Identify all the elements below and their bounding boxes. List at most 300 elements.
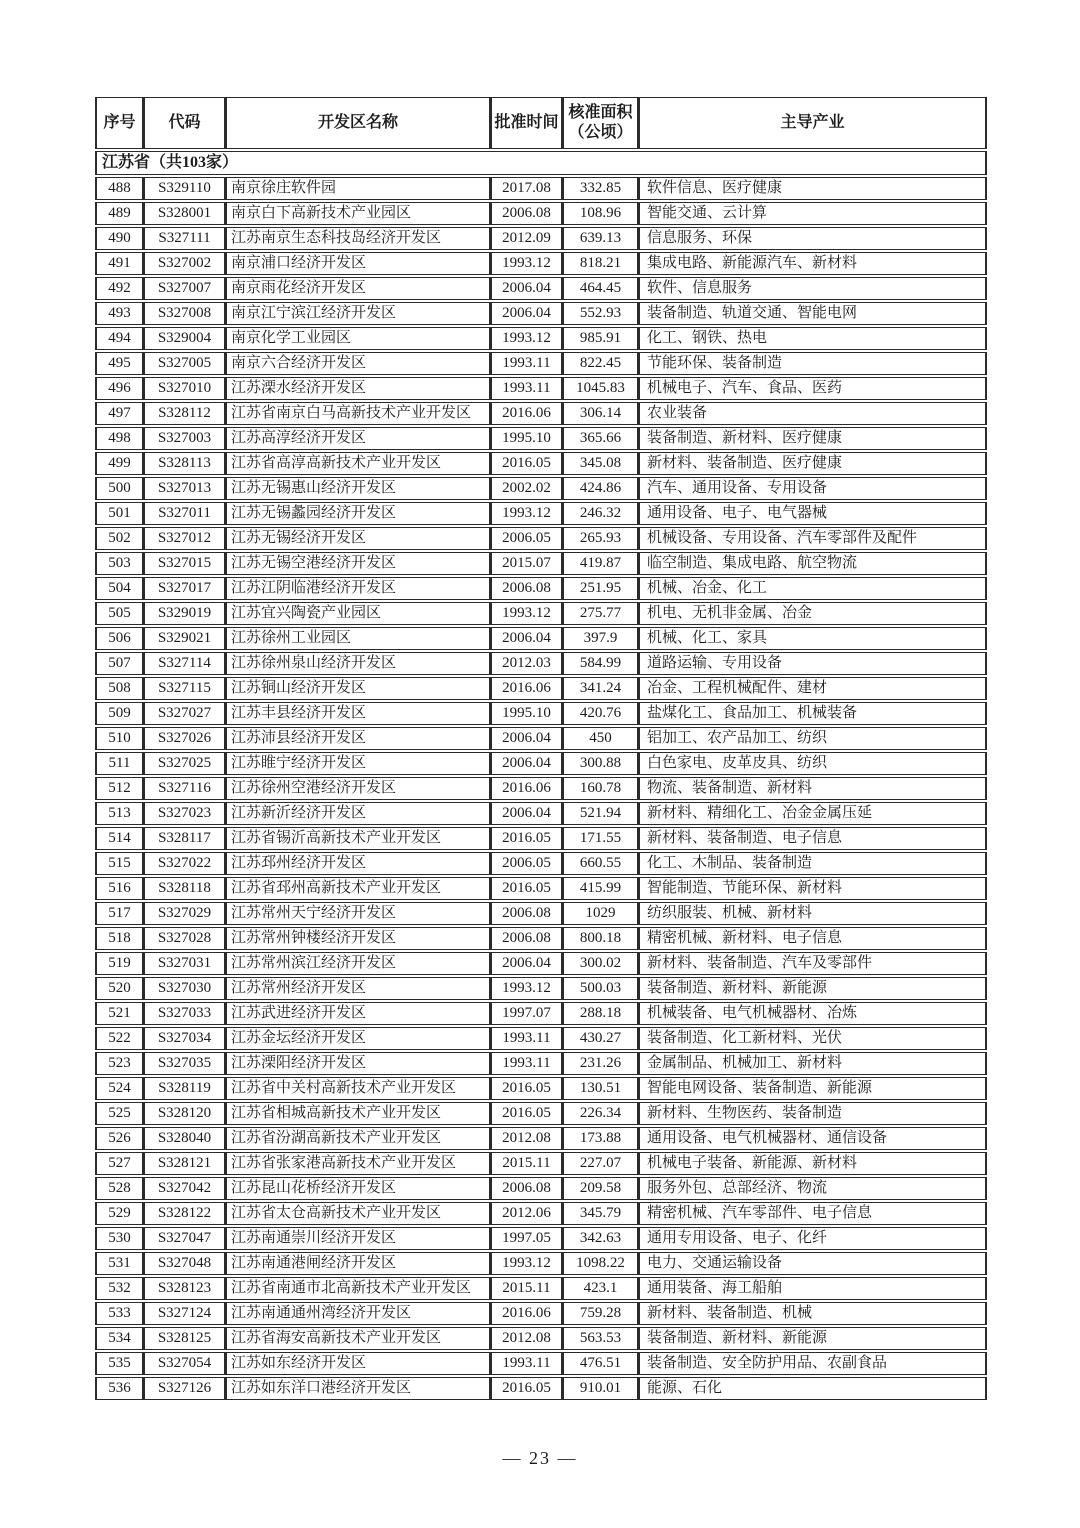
cell-date: 2006.04 [490, 952, 562, 975]
cell-code: S327005 [143, 352, 225, 375]
table-row [95, 902, 987, 925]
cell-area: 415.99 [562, 877, 638, 900]
cell-name: 江苏江阴临港经济开发区 [225, 577, 490, 600]
table-row [95, 377, 987, 400]
cell-area: 424.86 [562, 477, 638, 500]
cell-industries: 新材料、装备制造、医疗健康 [638, 452, 987, 475]
table-row [95, 577, 987, 600]
province-section-label: 江苏省（共103家） [95, 151, 987, 175]
cell-no: 510 [95, 727, 143, 750]
table-row [95, 702, 987, 725]
cell-no: 527 [95, 1152, 143, 1175]
cell-no: 504 [95, 577, 143, 600]
cell-name: 江苏省海安高新技术产业开发区 [225, 1327, 490, 1350]
cell-code: S327023 [143, 802, 225, 825]
cell-name: 江苏昆山花桥经济开发区 [225, 1177, 490, 1200]
cell-name: 江苏省锡沂高新技术产业开发区 [225, 827, 490, 850]
cell-area: 639.13 [562, 227, 638, 250]
cell-code: S329021 [143, 627, 225, 650]
cell-date: 2006.05 [490, 527, 562, 550]
cell-name: 江苏南京生态科技岛经济开发区 [225, 227, 490, 250]
cell-no: 525 [95, 1102, 143, 1125]
cell-industries: 化工、木制品、装备制造 [638, 852, 987, 875]
cell-area: 231.26 [562, 1052, 638, 1075]
col-header-code-label: 代码 [168, 114, 201, 131]
cell-code: S328122 [143, 1202, 225, 1225]
cell-date: 2006.04 [490, 752, 562, 775]
table-row [95, 952, 987, 975]
cell-code: S327114 [143, 652, 225, 675]
cell-industries: 精密机械、汽车零部件、电子信息 [638, 1202, 987, 1225]
cell-industries: 机械设备、专用设备、汽车零部件及配件 [638, 527, 987, 550]
col-header-serial [95, 97, 143, 149]
cell-no: 535 [95, 1352, 143, 1375]
cell-no: 498 [95, 427, 143, 450]
cell-date: 2016.06 [490, 677, 562, 700]
cell-area: 1098.22 [562, 1252, 638, 1275]
cell-area: 476.51 [562, 1352, 638, 1375]
cell-industries: 能源、石化 [638, 1377, 987, 1400]
cell-no: 493 [95, 302, 143, 325]
cell-date: 2012.06 [490, 1202, 562, 1225]
cell-no: 508 [95, 677, 143, 700]
cell-area: 160.78 [562, 777, 638, 800]
cell-industries: 新材料、装备制造、汽车及零部件 [638, 952, 987, 975]
cell-industries: 机械装备、电气机械器材、冶炼 [638, 1002, 987, 1025]
cell-industries: 精密机械、新材料、电子信息 [638, 927, 987, 950]
table-row [95, 727, 987, 750]
cell-code: S327003 [143, 427, 225, 450]
cell-date: 2006.08 [490, 202, 562, 225]
cell-code: S328123 [143, 1277, 225, 1300]
col-header-name [225, 97, 490, 149]
cell-no: 520 [95, 977, 143, 1000]
cell-code: S328118 [143, 877, 225, 900]
cell-area: 818.21 [562, 252, 638, 275]
cell-no: 503 [95, 552, 143, 575]
cell-no: 526 [95, 1127, 143, 1150]
cell-name: 江苏省张家港高新技术产业开发区 [225, 1152, 490, 1175]
table-row [95, 1027, 987, 1050]
cell-name: 南京化学工业园区 [225, 327, 490, 350]
cell-code: S327012 [143, 527, 225, 550]
table-row [95, 927, 987, 950]
cell-area: 342.63 [562, 1227, 638, 1250]
col-header-name-label: 开发区名称 [317, 114, 398, 131]
cell-code: S328125 [143, 1327, 225, 1350]
cell-no: 499 [95, 452, 143, 475]
cell-no: 528 [95, 1177, 143, 1200]
cell-code: S327011 [143, 502, 225, 525]
cell-date: 2016.06 [490, 1302, 562, 1325]
cell-no: 514 [95, 827, 143, 850]
cell-date: 2012.09 [490, 227, 562, 250]
cell-no: 517 [95, 902, 143, 925]
table-row [95, 1152, 987, 1175]
cell-date: 2006.04 [490, 727, 562, 750]
cell-name: 南京雨花经济开发区 [225, 277, 490, 300]
cell-industries: 新材料、生物医药、装备制造 [638, 1102, 987, 1125]
cell-code: S327015 [143, 552, 225, 575]
table-row [95, 352, 987, 375]
cell-industries: 农业装备 [638, 402, 987, 425]
cell-no: 495 [95, 352, 143, 375]
cell-code: S327025 [143, 752, 225, 775]
cell-code: S327022 [143, 852, 225, 875]
cell-industries: 汽车、通用设备、专用设备 [638, 477, 987, 500]
cell-name: 江苏徐州泉山经济开发区 [225, 652, 490, 675]
cell-name: 江苏溧阳经济开发区 [225, 1052, 490, 1075]
cell-industries: 机械、化工、家具 [638, 627, 987, 650]
cell-no: 505 [95, 602, 143, 625]
cell-date: 2015.11 [490, 1277, 562, 1300]
cell-code: S327116 [143, 777, 225, 800]
cell-name: 江苏无锡经济开发区 [225, 527, 490, 550]
cell-area: 430.27 [562, 1027, 638, 1050]
col-header-area [562, 97, 638, 149]
cell-code: S328121 [143, 1152, 225, 1175]
cell-no: 518 [95, 927, 143, 950]
cell-area: 171.55 [562, 827, 638, 850]
cell-no: 490 [95, 227, 143, 250]
cell-date: 1995.10 [490, 427, 562, 450]
cell-no: 530 [95, 1227, 143, 1250]
cell-code: S327111 [143, 227, 225, 250]
cell-no: 492 [95, 277, 143, 300]
cell-industries: 智能交通、云计算 [638, 202, 987, 225]
cell-industries: 集成电路、新能源汽车、新材料 [638, 252, 987, 275]
cell-name: 江苏徐州工业园区 [225, 627, 490, 650]
col-header-area-unit: （公顷） [568, 124, 633, 141]
cell-date: 1993.11 [490, 1052, 562, 1075]
cell-area: 985.91 [562, 327, 638, 350]
cell-area: 1029 [562, 902, 638, 925]
cell-no: 516 [95, 877, 143, 900]
cell-code: S327031 [143, 952, 225, 975]
cell-area: 397.9 [562, 627, 638, 650]
table-container [95, 95, 987, 1402]
table-row [95, 1227, 987, 1250]
cell-name: 江苏无锡惠山经济开发区 [225, 477, 490, 500]
cell-no: 522 [95, 1027, 143, 1050]
cell-date: 2006.04 [490, 627, 562, 650]
cell-area: 306.14 [562, 402, 638, 425]
cell-date: 2016.06 [490, 777, 562, 800]
cell-no: 512 [95, 777, 143, 800]
cell-industries: 通用设备、电气机械器材、通信设备 [638, 1127, 987, 1150]
cell-name: 江苏武进经济开发区 [225, 1002, 490, 1025]
cell-industries: 金属制品、机械加工、新材料 [638, 1052, 987, 1075]
cell-date: 2006.05 [490, 852, 562, 875]
cell-name: 江苏新沂经济开发区 [225, 802, 490, 825]
table-row [95, 327, 987, 350]
cell-no: 511 [95, 752, 143, 775]
table-row [95, 627, 987, 650]
cell-date: 1993.12 [490, 602, 562, 625]
cell-no: 513 [95, 802, 143, 825]
cell-name: 江苏南通崇川经济开发区 [225, 1227, 490, 1250]
table-row [95, 652, 987, 675]
table-row [95, 252, 987, 275]
cell-industries: 盐煤化工、食品加工、机械装备 [638, 702, 987, 725]
table-row [95, 1102, 987, 1125]
cell-date: 2016.05 [490, 1102, 562, 1125]
table-row [95, 1177, 987, 1200]
cell-industries: 白色家电、皮革皮具、纺织 [638, 752, 987, 775]
cell-no: 533 [95, 1302, 143, 1325]
cell-code: S327027 [143, 702, 225, 725]
cell-date: 1993.11 [490, 377, 562, 400]
cell-name: 江苏省南京白马高新技术产业开发区 [225, 402, 490, 425]
cell-name: 江苏邳州经济开发区 [225, 852, 490, 875]
cell-date: 2012.03 [490, 652, 562, 675]
cell-area: 341.24 [562, 677, 638, 700]
cell-no: 521 [95, 1002, 143, 1025]
cell-date: 1993.11 [490, 1027, 562, 1050]
cell-code: S328119 [143, 1077, 225, 1100]
cell-name: 江苏高淳经济开发区 [225, 427, 490, 450]
table-row [95, 602, 987, 625]
cell-name: 江苏省太仓高新技术产业开发区 [225, 1202, 490, 1225]
table-row [95, 1352, 987, 1375]
table-row [95, 1377, 987, 1400]
cell-area: 419.87 [562, 552, 638, 575]
col-header-date-label: 批准时间 [494, 114, 559, 131]
cell-date: 2006.04 [490, 802, 562, 825]
cell-code: S327115 [143, 677, 225, 700]
cell-code: S327124 [143, 1302, 225, 1325]
cell-area: 1045.83 [562, 377, 638, 400]
table-row [95, 452, 987, 475]
cell-no: 497 [95, 402, 143, 425]
cell-area: 265.93 [562, 527, 638, 550]
cell-name: 江苏无锡蠡园经济开发区 [225, 502, 490, 525]
cell-no: 500 [95, 477, 143, 500]
cell-name: 江苏沛县经济开发区 [225, 727, 490, 750]
cell-area: 759.28 [562, 1302, 638, 1325]
cell-code: S327042 [143, 1177, 225, 1200]
cell-date: 2006.04 [490, 277, 562, 300]
cell-code: S327002 [143, 252, 225, 275]
cell-date: 1993.11 [490, 352, 562, 375]
col-header-industries [638, 97, 987, 149]
cell-date: 2016.05 [490, 452, 562, 475]
cell-industries: 软件、信息服务 [638, 277, 987, 300]
cell-name: 江苏省汾湖高新技术产业开发区 [225, 1127, 490, 1150]
col-header-serial-label: 序号 [103, 114, 136, 131]
col-header-industries-label: 主导产业 [780, 114, 845, 131]
cell-no: 532 [95, 1277, 143, 1300]
cell-industries: 新材料、装备制造、机械 [638, 1302, 987, 1325]
cell-area: 300.02 [562, 952, 638, 975]
cell-code: S327126 [143, 1377, 225, 1400]
cell-area: 251.95 [562, 577, 638, 600]
cell-industries: 装备制造、安全防护用品、农副食品 [638, 1352, 987, 1375]
table-row [95, 427, 987, 450]
cell-no: 507 [95, 652, 143, 675]
cell-date: 2016.05 [490, 1077, 562, 1100]
cell-name: 江苏省南通市北高新技术产业开发区 [225, 1277, 490, 1300]
cell-industries: 装备制造、轨道交通、智能电网 [638, 302, 987, 325]
cell-name: 江苏丰县经济开发区 [225, 702, 490, 725]
cell-code: S327008 [143, 302, 225, 325]
cell-code: S328113 [143, 452, 225, 475]
cell-date: 2015.11 [490, 1152, 562, 1175]
cell-date: 1993.12 [490, 502, 562, 525]
cell-name: 江苏金坛经济开发区 [225, 1027, 490, 1050]
cell-date: 2006.08 [490, 1177, 562, 1200]
cell-industries: 新材料、精细化工、冶金金属压延 [638, 802, 987, 825]
cell-area: 521.94 [562, 802, 638, 825]
table-row [95, 1302, 987, 1325]
cell-name: 南京江宁滨江经济开发区 [225, 302, 490, 325]
cell-name: 江苏徐州空港经济开发区 [225, 777, 490, 800]
header-row [95, 97, 987, 149]
cell-name: 江苏常州经济开发区 [225, 977, 490, 1000]
cell-no: 519 [95, 952, 143, 975]
cell-code: S327010 [143, 377, 225, 400]
cell-industries: 信息服务、环保 [638, 227, 987, 250]
cell-area: 332.85 [562, 177, 638, 200]
cell-name: 江苏常州滨江经济开发区 [225, 952, 490, 975]
cell-area: 420.76 [562, 702, 638, 725]
cell-no: 491 [95, 252, 143, 275]
cell-code: S328040 [143, 1127, 225, 1150]
cell-date: 2015.07 [490, 552, 562, 575]
cell-area: 227.07 [562, 1152, 638, 1175]
cell-no: 534 [95, 1327, 143, 1350]
cell-industries: 机械、冶金、化工 [638, 577, 987, 600]
cell-area: 288.18 [562, 1002, 638, 1025]
table-row [95, 1002, 987, 1025]
cell-code: S327026 [143, 727, 225, 750]
col-header-code [143, 97, 225, 149]
cell-code: S328117 [143, 827, 225, 850]
cell-industries: 装备制造、化工新材料、光伏 [638, 1027, 987, 1050]
table-row [95, 1202, 987, 1225]
cell-area: 108.96 [562, 202, 638, 225]
cell-code: S327054 [143, 1352, 225, 1375]
table-row [95, 402, 987, 425]
cell-code: S329019 [143, 602, 225, 625]
cell-area: 500.03 [562, 977, 638, 1000]
cell-date: 2016.05 [490, 827, 562, 850]
table-row [95, 977, 987, 1000]
cell-industries: 道路运输、专用设备 [638, 652, 987, 675]
cell-industries: 服务外包、总部经济、物流 [638, 1177, 987, 1200]
cell-industries: 装备制造、新材料、新能源 [638, 977, 987, 1000]
cell-date: 1993.11 [490, 1352, 562, 1375]
table-row [95, 277, 987, 300]
cell-code: S327017 [143, 577, 225, 600]
cell-industries: 纺织服装、机械、新材料 [638, 902, 987, 925]
cell-name: 江苏常州钟楼经济开发区 [225, 927, 490, 950]
col-header-date [490, 97, 562, 149]
cell-code: S329110 [143, 177, 225, 200]
cell-area: 209.58 [562, 1177, 638, 1200]
cell-code: S329004 [143, 327, 225, 350]
cell-name: 南京六合经济开发区 [225, 352, 490, 375]
cell-code: S328112 [143, 402, 225, 425]
cell-date: 2006.08 [490, 927, 562, 950]
cell-name: 南京白下高新技术产业园区 [225, 202, 490, 225]
cell-no: 523 [95, 1052, 143, 1075]
cell-date: 2016.05 [490, 1377, 562, 1400]
cell-name: 江苏省高淳高新技术产业开发区 [225, 452, 490, 475]
table-row [95, 677, 987, 700]
cell-name: 江苏省中关村高新技术产业开发区 [225, 1077, 490, 1100]
table-row [95, 1252, 987, 1275]
cell-industries: 物流、装备制造、新材料 [638, 777, 987, 800]
cell-industries: 节能环保、装备制造 [638, 352, 987, 375]
cell-industries: 通用设备、电子、电气器械 [638, 502, 987, 525]
table-row [95, 802, 987, 825]
cell-industries: 智能制造、节能环保、新材料 [638, 877, 987, 900]
cell-industries: 冶金、工程机械配件、建材 [638, 677, 987, 700]
cell-date: 1997.05 [490, 1227, 562, 1250]
cell-no: 488 [95, 177, 143, 200]
cell-no: 536 [95, 1377, 143, 1400]
cell-area: 345.08 [562, 452, 638, 475]
cell-date: 1995.10 [490, 702, 562, 725]
cell-code: S327034 [143, 1027, 225, 1050]
cell-industries: 铝加工、农产品加工、纺织 [638, 727, 987, 750]
cell-area: 130.51 [562, 1077, 638, 1100]
cell-date: 2016.06 [490, 402, 562, 425]
cell-no: 502 [95, 527, 143, 550]
cell-area: 552.93 [562, 302, 638, 325]
cell-date: 2006.08 [490, 902, 562, 925]
cell-industries: 临空制造、集成电路、航空物流 [638, 552, 987, 575]
cell-name: 江苏溧水经济开发区 [225, 377, 490, 400]
cell-date: 2002.02 [490, 477, 562, 500]
cell-name: 江苏如东经济开发区 [225, 1352, 490, 1375]
cell-no: 506 [95, 627, 143, 650]
cell-code: S327048 [143, 1252, 225, 1275]
table-row [95, 752, 987, 775]
cell-name: 江苏常州天宁经济开发区 [225, 902, 490, 925]
cell-code: S327047 [143, 1227, 225, 1250]
cell-date: 1993.12 [490, 327, 562, 350]
cell-name: 南京浦口经济开发区 [225, 252, 490, 275]
cell-no: 509 [95, 702, 143, 725]
cell-area: 584.99 [562, 652, 638, 675]
table-row [95, 1052, 987, 1075]
cell-date: 2006.04 [490, 302, 562, 325]
cell-no: 515 [95, 852, 143, 875]
cell-code: S327035 [143, 1052, 225, 1075]
cell-industries: 装备制造、新材料、新能源 [638, 1327, 987, 1350]
table-row [95, 177, 987, 200]
cell-code: S327028 [143, 927, 225, 950]
cell-industries: 机械电子、汽车、食品、医药 [638, 377, 987, 400]
cell-industries: 新材料、装备制造、电子信息 [638, 827, 987, 850]
cell-date: 2006.08 [490, 577, 562, 600]
cell-code: S327030 [143, 977, 225, 1000]
cell-area: 300.88 [562, 752, 638, 775]
cell-name: 江苏南通通州湾经济开发区 [225, 1302, 490, 1325]
table-row [95, 302, 987, 325]
cell-no: 494 [95, 327, 143, 350]
cell-area: 450 [562, 727, 638, 750]
cell-code: S327013 [143, 477, 225, 500]
cell-no: 501 [95, 502, 143, 525]
cell-industries: 通用装备、海工船舶 [638, 1277, 987, 1300]
cell-area: 464.45 [562, 277, 638, 300]
development-zones-table [95, 95, 987, 1402]
cell-no: 529 [95, 1202, 143, 1225]
cell-date: 1997.07 [490, 1002, 562, 1025]
